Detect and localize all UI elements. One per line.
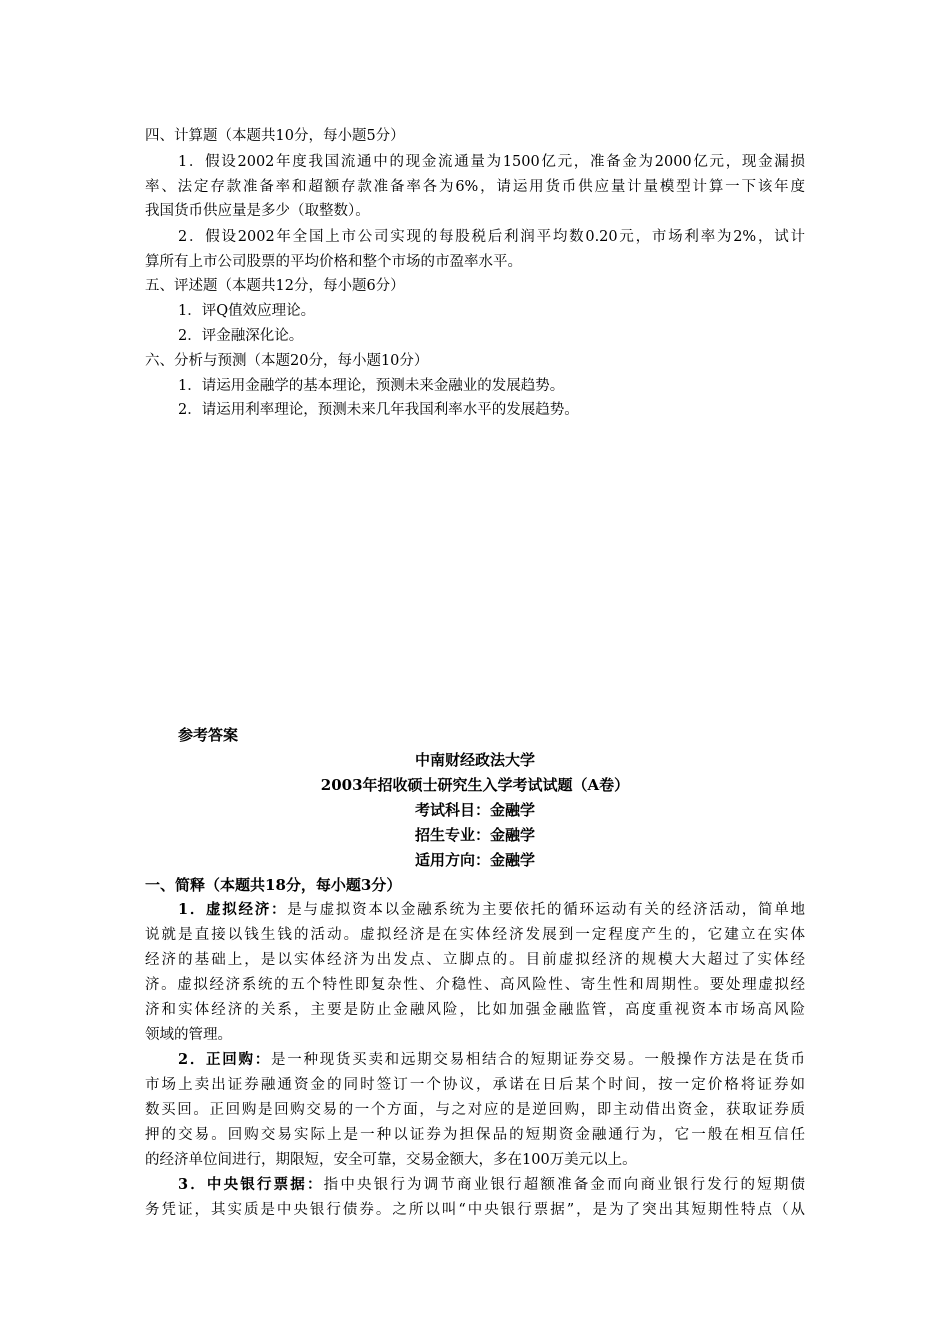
item1-line-4: 济。虚拟经济系统的五个特性即复杂性、介稳性、高风险性、寄生性和周期性。要处理虚拟经	[145, 977, 805, 993]
item1-line-3: 经济的基础上，是以实体经济为出发点、立脚点的。目前虚拟经济的规模大大超过了实体经	[145, 952, 805, 968]
item2-first-text: 是一种现货买卖和远期交易相结合的短期证券交易。一般操作方法是在货币	[271, 1052, 805, 1068]
section5-item-2: 2．评金融深化论。	[178, 328, 304, 344]
q1-line-1: 1．假设2002年度我国流通中的现金流通量为1500亿元，准备金为2000亿元，现金漏损	[178, 154, 805, 170]
item2-line-3: 数买回。正回购是回购交易的一个方面，与之对应的是逆回购，即主动借出资金，获取证券质	[145, 1102, 805, 1118]
q2-line-2: 算所有上市公司股票的平均价格和整个市场的市盈率水平。	[145, 254, 522, 270]
item2-line-5: 的经济单位间进行，期限短，安全可靠，交易金额大，多在100万美元以上。	[145, 1152, 637, 1168]
exam-title: 2003年招收硕士研究生入学考试试题（A卷）	[320, 776, 630, 794]
section6-item-2: 2．请运用利率理论，预测未来几年我国利率水平的发展趋势。	[178, 402, 579, 418]
section4-heading: 四、计算题（本题共10分，每小题5分）	[145, 128, 405, 144]
q1-line-2: 率、法定存款准备率和超额存款准备率各为6%，请运用货币供应量计量模型计算一下该年度	[145, 179, 805, 195]
item3-first-text: 指中央银行为调节商业银行超额准备金而向商业银行发行的短期债	[323, 1177, 806, 1193]
section6-item-1: 1．请运用金融学的基本理论，预测未来金融业的发展趋势。	[178, 378, 565, 394]
item1-term: 1．虚拟经济：	[178, 901, 288, 918]
exam-major: 招生专业：金融学	[414, 826, 535, 844]
item3-first-line	[178, 1176, 805, 1194]
item1-line-2: 说就是直接以钱生钱的活动。虚拟经济是在实体经济发展到一定程度产生的，它建立在实体	[145, 927, 805, 943]
answer-label: 参考答案	[178, 726, 239, 744]
section5-item-1: 1．评Q值效应理论。	[178, 303, 316, 319]
answer-section1-heading: 一、简释（本题共18分，每小题3分）	[145, 876, 402, 894]
item1-first-text: 是与虚拟资本以金融系统为主要依托的循环运动有关的经济活动，简单地	[287, 902, 805, 918]
item3-term: 3．中央银行票据：	[178, 1176, 324, 1193]
item2-line-4: 押的交易。回购交易实际上是一种以证券为担保品的短期资金融通行为，它一般在相互信任	[145, 1127, 805, 1143]
q1-line-3: 我国货币供应量是多少（取整数）。	[145, 203, 370, 219]
item3-line-2: 务凭证，其实质是中央银行债券。之所以叫“中央银行票据”，是为了突出其短期性特点（从	[145, 1202, 805, 1218]
item2-first-line	[178, 1051, 805, 1069]
school-name: 中南财经政法大学	[414, 751, 535, 769]
q2-line-1: 2．假设2002年全国上市公司实现的每股税后利润平均数0.20元，市场利率为2%，试计	[178, 229, 805, 245]
item2-term: 2．正回购：	[178, 1051, 271, 1068]
item1-line-5: 济和实体经济的关系，主要是防止金融风险，比如加强金融监管，高度重视资本市场高风险	[145, 1002, 805, 1018]
item2-line-2: 市场上卖出证券融通资金的同时签订一个协议，承诺在日后某个时间，按一定价格将证券如	[145, 1077, 805, 1093]
item1-first-line	[178, 901, 805, 919]
exam-subject: 考试科目：金融学	[414, 801, 535, 819]
exam-direction: 适用方向：金融学	[414, 851, 535, 869]
section5-heading: 五、评述题（本题共12分，每小题6分）	[145, 278, 405, 294]
section6-heading: 六、分析与预测（本题20分，每小题10分）	[145, 353, 429, 369]
item1-line-6: 领域的管理。	[145, 1027, 232, 1043]
